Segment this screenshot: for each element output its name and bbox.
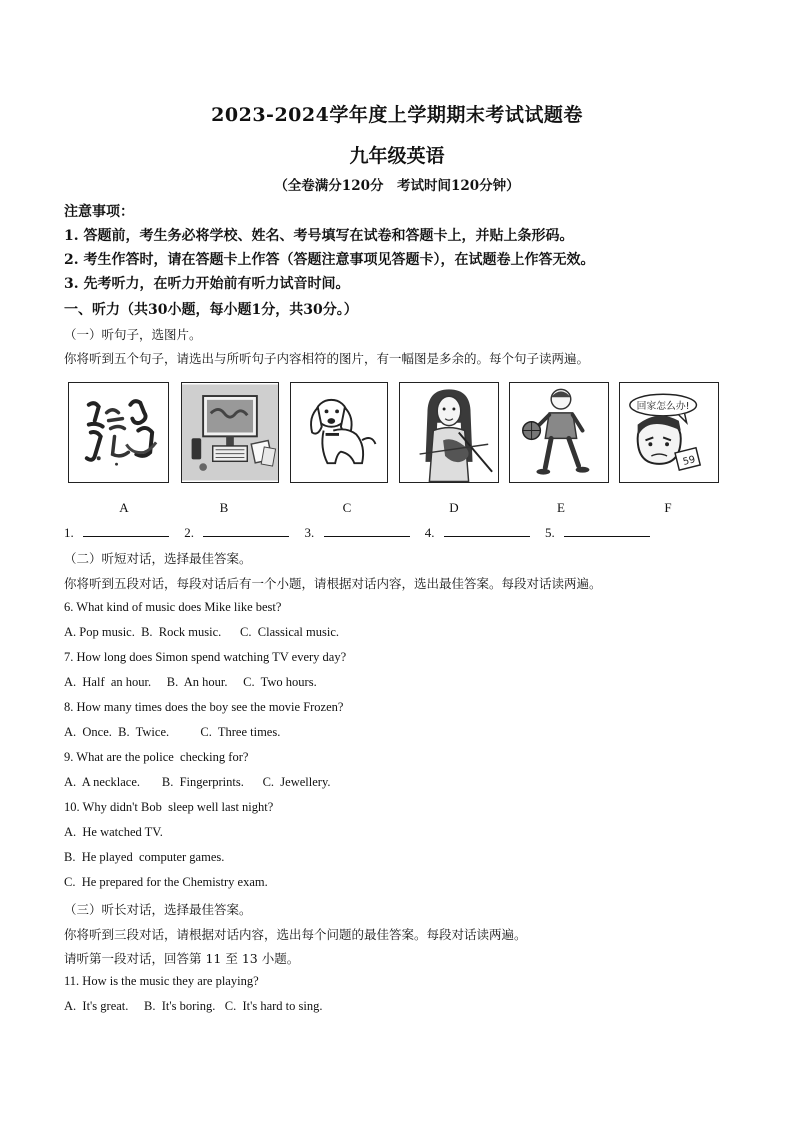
picture-e bbox=[509, 382, 609, 483]
picture-letter-e: E bbox=[557, 500, 565, 515]
picture-letter-d: D bbox=[449, 500, 459, 515]
answer-blanks bbox=[64, 524, 650, 541]
blank-number-1: 1. bbox=[64, 525, 74, 540]
answer-blank-3[interactable] bbox=[324, 524, 410, 537]
computer-icon bbox=[182, 383, 278, 482]
picture-letter-c: C bbox=[342, 500, 352, 515]
part3-title: （三）听长对话，选择最佳答案。 bbox=[64, 902, 252, 917]
picture-b bbox=[181, 382, 279, 483]
picture-a bbox=[68, 382, 169, 483]
question-7-options: A. Half an hour. B. An hour. C. Two hours. bbox=[64, 675, 317, 689]
notice-heading: 注意事项： bbox=[64, 204, 134, 220]
answer-blank-1[interactable] bbox=[83, 524, 169, 537]
notice-item-2-prefix: 2. 考生作答时， bbox=[64, 252, 168, 268]
part3-instruction: 你将听到三段对话，请根据对话内容，选出每个问题的最佳答案。每段对话读两遍。 bbox=[64, 927, 527, 942]
notice-item-2 bbox=[64, 249, 595, 269]
part1-title: （一）听句子，选图片。 bbox=[64, 327, 202, 342]
part2-instruction: 你将听到五段对话，每段对话后有一个小题，请根据对话内容，选出最佳答案。每段对话读两遍。 bbox=[64, 576, 602, 591]
notice-item-2-body: 请在答题卡上作答（答题注意事项见答题卡），在试题卷上作答无效。 bbox=[167, 252, 595, 268]
paper-score-text: 59 bbox=[681, 454, 697, 468]
violin-girl-icon bbox=[400, 383, 498, 482]
question-10-option-a: A. He watched TV. bbox=[64, 825, 163, 839]
answer-blank-4[interactable] bbox=[444, 524, 530, 537]
blank-number-5: 5. bbox=[545, 525, 555, 540]
exam-title: 2023-2024学年度上学期期末考试试题卷 bbox=[211, 104, 583, 126]
speech-bubble-text: 回家怎么办! bbox=[636, 400, 690, 412]
notice-item-3: 3. 先考听力，在听力开始前有听力试音时间。 bbox=[64, 276, 350, 292]
picture-letter-b: B bbox=[219, 500, 229, 515]
question-6-options: A. Pop music. B. Rock music. C. Classical music. bbox=[64, 625, 339, 639]
picture-d bbox=[399, 382, 499, 483]
basketball-boy-icon bbox=[510, 383, 608, 482]
question-11-options: A. It's great. B. It's boring. C. It's hard to sing. bbox=[64, 999, 323, 1013]
question-10-option-c: C. He prepared for the Chemistry exam. bbox=[64, 875, 268, 889]
question-10: 10. Why didn't Bob sleep well last night? bbox=[64, 800, 274, 814]
blank-number-3: 3. bbox=[304, 525, 315, 540]
calligraphy-icon bbox=[69, 383, 168, 482]
exam-subject: 九年级英语 bbox=[349, 145, 445, 167]
question-9: 9. What are the police checking for? bbox=[64, 750, 249, 764]
score-info: （全卷满分120分 考试时间120分钟） bbox=[274, 178, 520, 194]
picture-letter-f: F bbox=[664, 500, 672, 515]
answer-blank-5[interactable] bbox=[564, 524, 650, 537]
notice-item-1: 1. 答题前，考生务必将学校、姓名、考号填写在试卷和答题卡上，并贴上条形码。 bbox=[64, 228, 574, 244]
question-11: 11. How is the music they are playing? bbox=[64, 974, 259, 988]
part2-title: （二）听短对话，选择最佳答案。 bbox=[64, 551, 252, 566]
question-6: 6. What kind of music does Mike like best? bbox=[64, 600, 282, 614]
picture-letter-a: A bbox=[119, 500, 129, 515]
part3-sub-instruction: 请听第一段对话，回答第 11 至 13 小题。 bbox=[64, 951, 300, 966]
question-8-options: A. Once. B. Twice. C. Three times. bbox=[64, 725, 281, 739]
part1-instruction: 你将听到五个句子，请选出与所听句子内容相符的图片，有一幅图是多余的。每个句子读两遍。 bbox=[64, 351, 590, 366]
worried-student-icon bbox=[620, 383, 718, 482]
question-7: 7. How long does Simon spend watching TV every day? bbox=[64, 650, 347, 664]
picture-f bbox=[619, 382, 719, 483]
question-9-options: A. A necklace. B. Fingerprints. C. Jewellery. bbox=[64, 775, 331, 789]
question-10-option-b: B. He played computer games. bbox=[64, 850, 225, 864]
blank-number-2: 2. bbox=[184, 525, 194, 540]
section1-heading: 一、听力（共30小题，每小题1分，共30分。） bbox=[64, 302, 358, 318]
blank-number-4: 4. bbox=[424, 525, 435, 540]
picture-c bbox=[290, 382, 388, 483]
answer-blank-2[interactable] bbox=[203, 524, 289, 537]
dog-icon bbox=[291, 383, 387, 482]
question-8: 8. How many times does the boy see the movie Frozen? bbox=[64, 700, 344, 714]
